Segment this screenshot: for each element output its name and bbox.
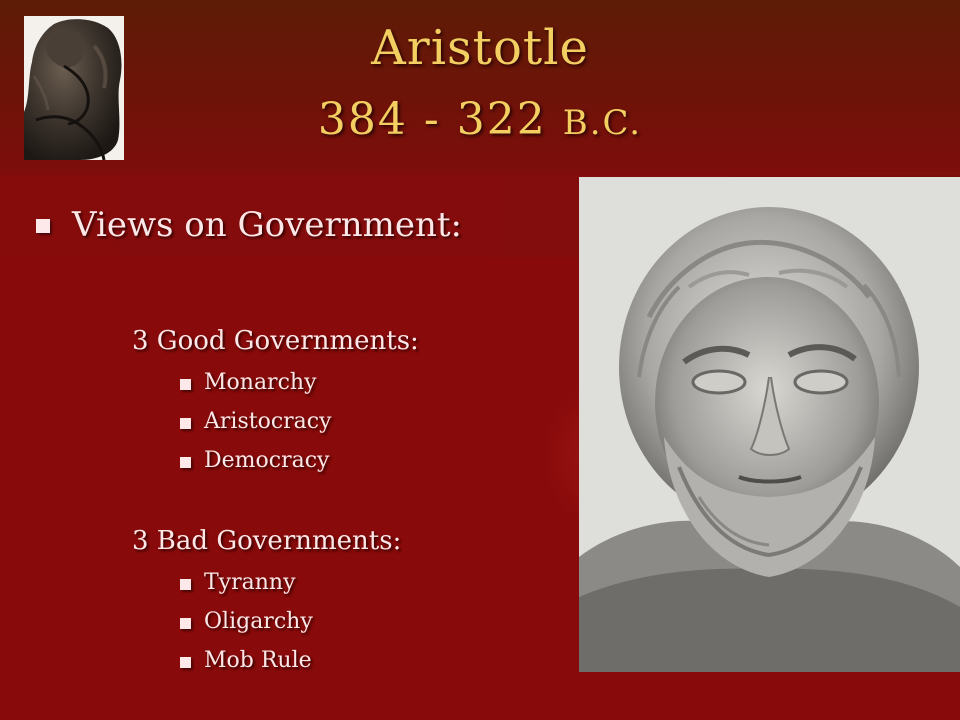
square-bullet-icon xyxy=(180,379,191,390)
slide-subtitle-years xyxy=(0,94,960,145)
list-item-label: Mob Rule xyxy=(204,648,312,673)
years-era-suffix: B.C. xyxy=(562,103,643,143)
square-bullet-icon xyxy=(180,418,191,429)
views-heading: Views on Government: xyxy=(72,205,462,245)
bad-governments-label: 3 Bad Governments: xyxy=(132,526,402,556)
list-item-label: Oligarchy xyxy=(204,609,313,634)
list-item-label: Democracy xyxy=(204,448,330,473)
square-bullet-icon xyxy=(180,579,191,590)
list-item-label: Aristocracy xyxy=(204,409,332,434)
aristotle-bust-image xyxy=(579,177,960,672)
list-item-label: Tyranny xyxy=(204,570,296,595)
slide-title: Aristotle xyxy=(371,20,589,76)
years-range: 384 - 322 xyxy=(317,94,547,145)
square-bullet-icon xyxy=(36,219,50,233)
square-bullet-icon xyxy=(180,657,191,668)
good-governments-label: 3 Good Governments: xyxy=(132,326,419,356)
square-bullet-icon xyxy=(180,618,191,629)
list-item-label: Monarchy xyxy=(204,370,317,395)
square-bullet-icon xyxy=(180,457,191,468)
